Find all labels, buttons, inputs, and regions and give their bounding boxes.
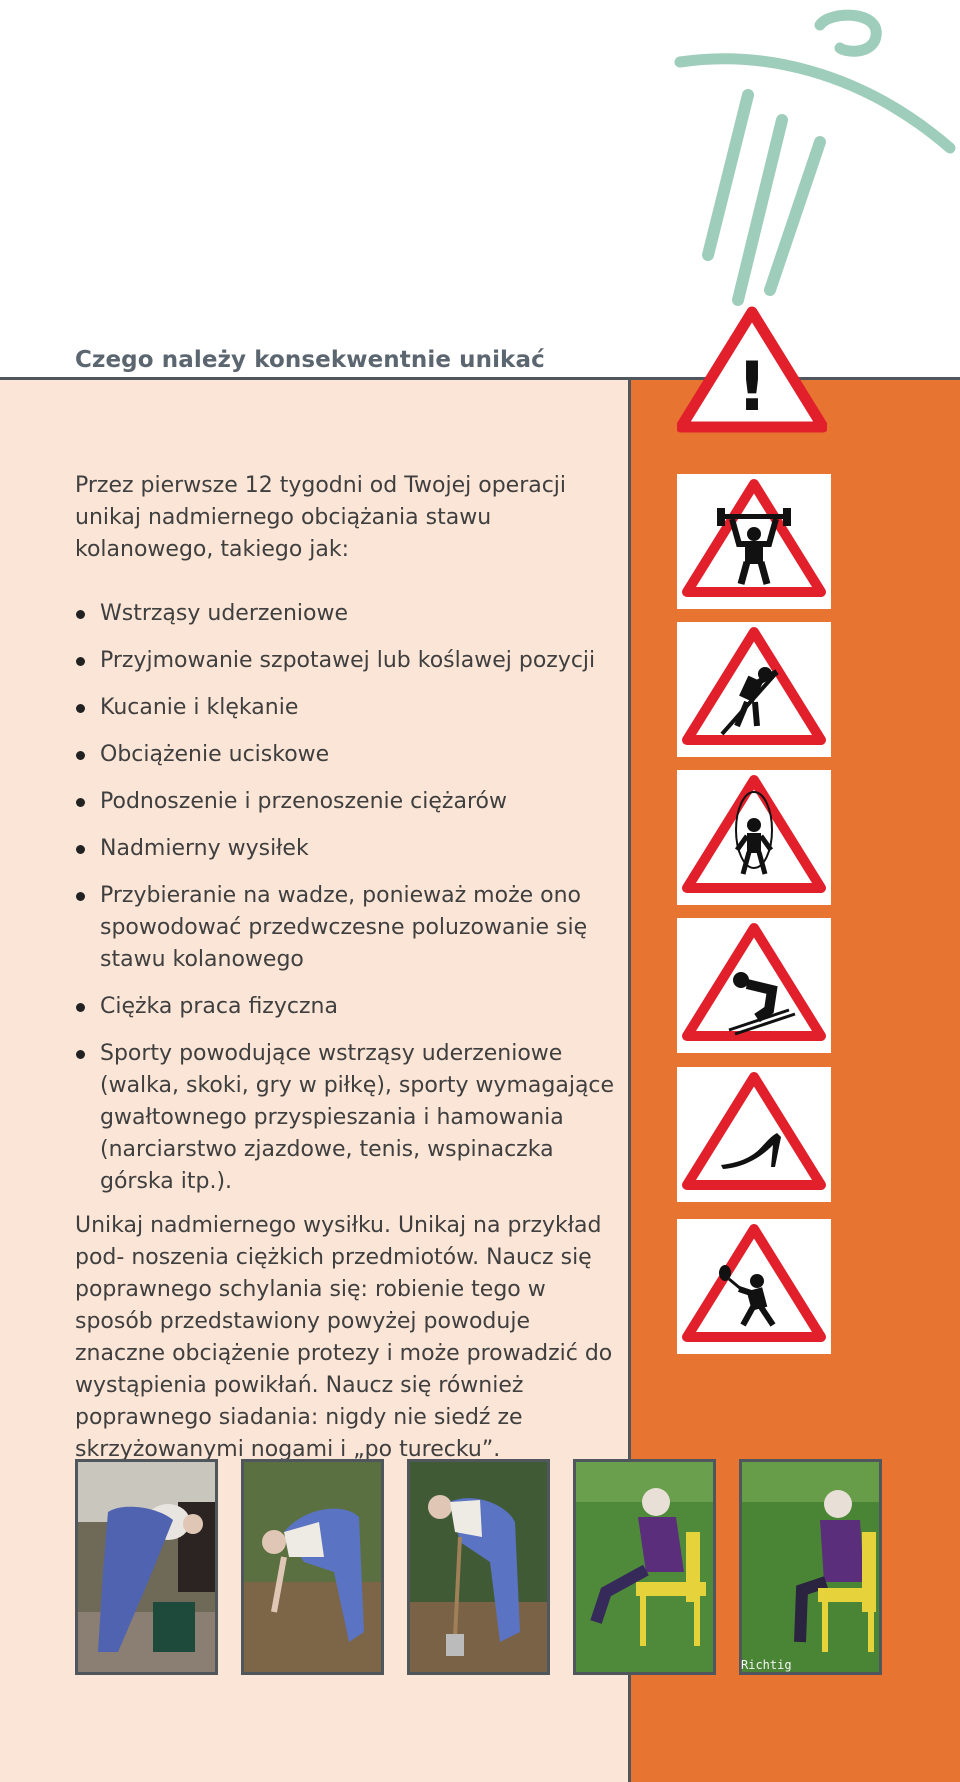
exclamation-icon [677, 306, 827, 433]
logo-icon [670, 0, 960, 320]
list-item: Kucanie i klękanie [75, 692, 615, 724]
list-item: Ciężka praca fizyczna [75, 991, 615, 1023]
bullet-icon [76, 657, 85, 666]
bullet-icon [76, 704, 85, 713]
tennis-player-sign [677, 1219, 831, 1354]
list-item: Przybieranie na wadze, ponieważ może ono spowodować przedwczesne poluzowanie się stawu kolanowego [75, 880, 615, 976]
photo-caption: Richtig [741, 1658, 792, 1672]
climber-sign [677, 622, 831, 757]
man-sitting-bench-correct-photo [739, 1459, 882, 1675]
bullet-icon [76, 798, 85, 807]
outro-paragraph: Unikaj nadmiernego wysiłku. Unikaj na przykład pod- noszenia ciężkich przedmiotów. Naucz się poprawnego schylania się: robienie tego w sposób przedstawiony powyżej powoduje znaczne obciążenie protezy i może prowadzić do wystąpienia powikłań. Naucz się również poprawnego siadania: nigdy nie siedź ze skrzyżowanymi nogami i „po turecku”. [75, 1213, 613, 1462]
bullet-icon [76, 610, 85, 619]
man-sitting-bench-photo [573, 1459, 716, 1675]
list-item: Obciążenie uciskowe [75, 739, 615, 771]
weightlifter-icon [677, 474, 831, 609]
bullet-icon [76, 1003, 85, 1012]
section-heading: Czego należy konsekwentnie unikać [75, 347, 545, 373]
bullet-icon [76, 845, 85, 854]
list-item: Sporty powodujące wstrząsy uderzeniowe (walka, skoki, gry w piłkę), sporty wymagające gwałtownego przyspieszania i hamowania (narciarstwo zjazdowe, tenis, wspinaczka górska itp.). [75, 1038, 615, 1198]
exclamation-symbol: ! [736, 348, 768, 427]
list-item: Wstrząsy uderzeniowe [75, 598, 615, 630]
bullet-icon [76, 1050, 85, 1059]
list-item: Podnoszenie i przenoszenie ciężarów [75, 786, 615, 818]
bullet-icon [76, 892, 85, 901]
climber-icon [677, 622, 831, 757]
list-item: Przyjmowanie szpotawej lub koślawej pozycji [75, 645, 615, 677]
man-lifting-crate-photo [75, 1459, 218, 1675]
avoid-list [75, 598, 615, 1213]
intro-paragraph: Przez pierwsze 12 tygodni od Twojej operacji unikaj nadmiernego obciążania stawu kolanowego, takiego jak: [75, 473, 567, 562]
man-digging-photo [407, 1459, 550, 1675]
weightlifter-sign [677, 474, 831, 609]
list-item: Nadmierny wysiłek [75, 833, 615, 865]
high-heel-icon [677, 1067, 831, 1202]
tennis-player-icon [677, 1219, 831, 1354]
jump-rope-icon [677, 770, 831, 905]
man-bending-garden-photo [241, 1459, 384, 1675]
jump-rope-sign [677, 770, 831, 905]
high-heel-sign [677, 1067, 831, 1202]
skier-icon [677, 918, 831, 1053]
skier-sign [677, 918, 831, 1053]
bullet-icon [76, 751, 85, 760]
